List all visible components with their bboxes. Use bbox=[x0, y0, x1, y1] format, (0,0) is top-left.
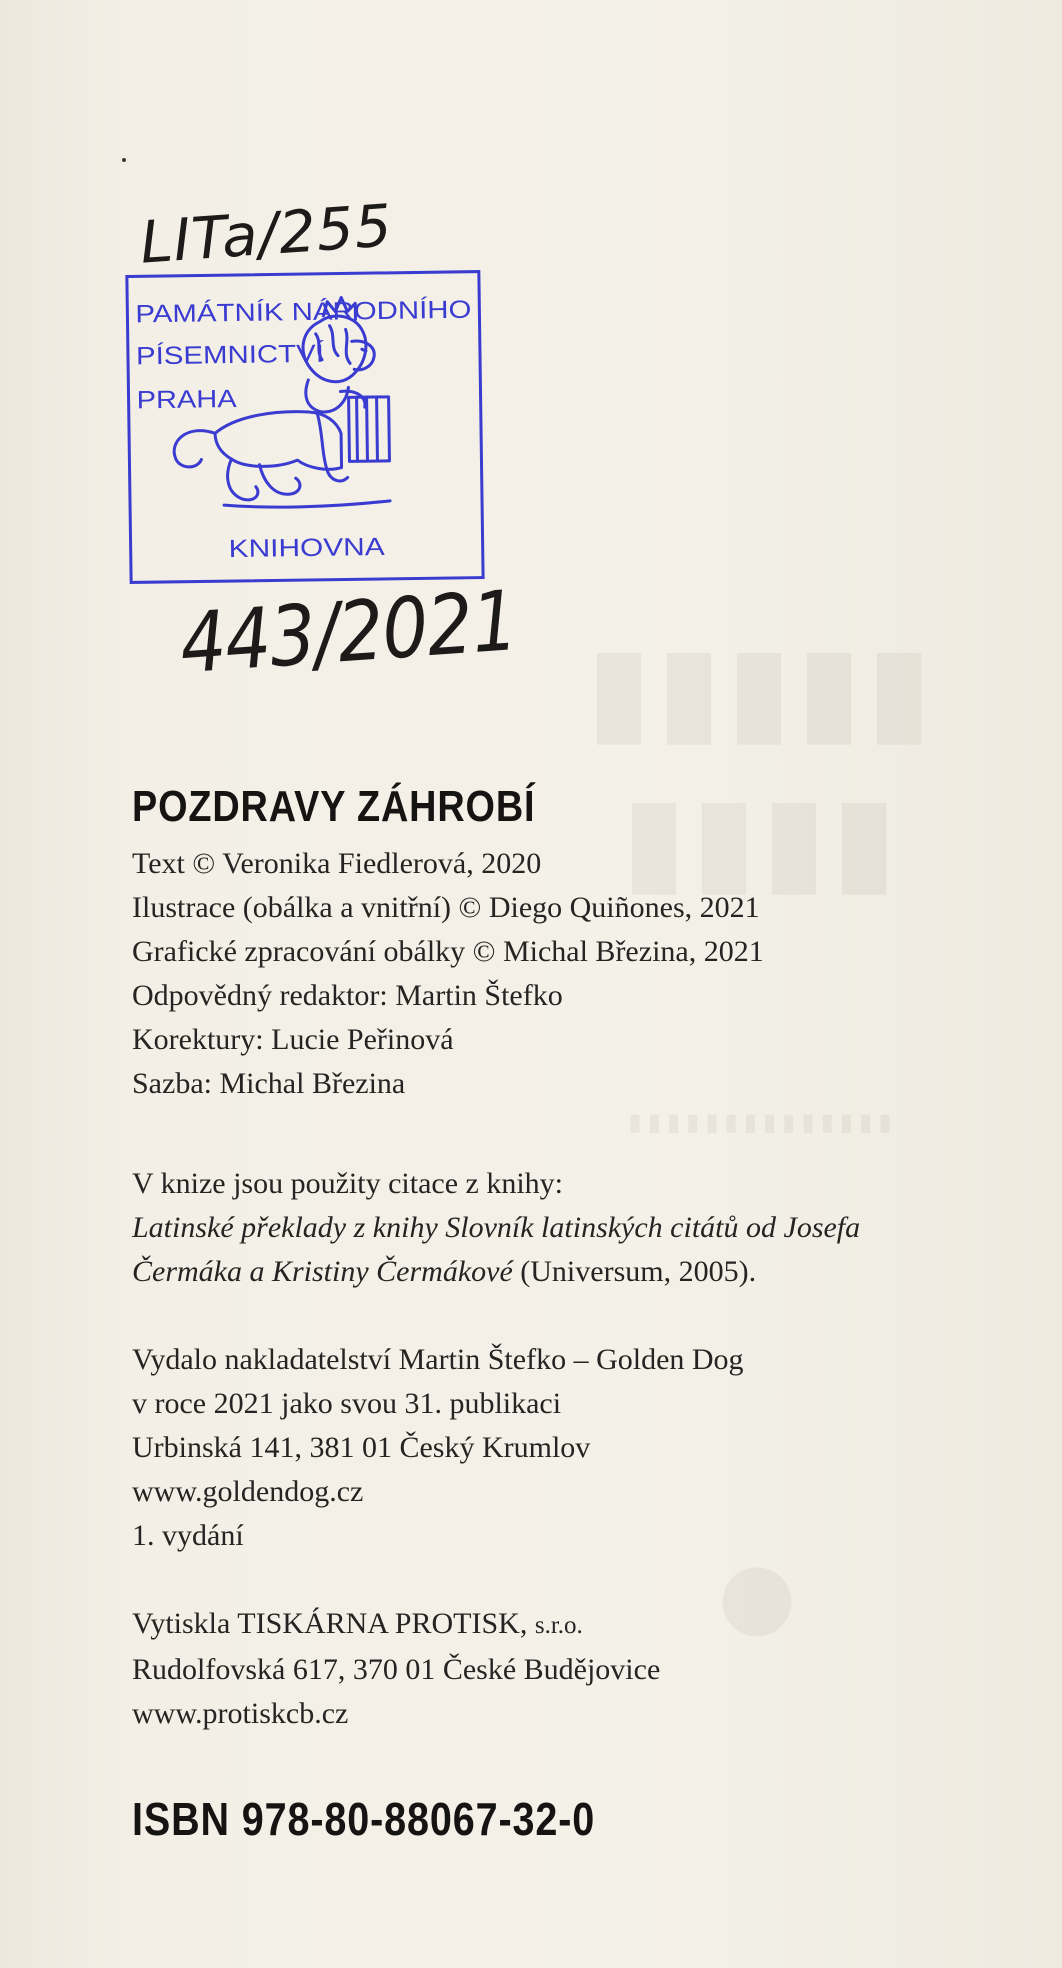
printer-name-main: Vytiskla TISKÁRNA PROTISK, bbox=[132, 1607, 535, 1640]
publisher-address: Urbinská 141, 381 01 Český Krumlov bbox=[132, 1431, 591, 1464]
credit-text: Text © Veronika Fiedlerová, 2020 bbox=[132, 847, 542, 880]
handwritten-call-number: LITa/255 bbox=[137, 191, 395, 277]
ink-dot bbox=[122, 158, 126, 162]
printer-name-suffix: s.r.o. bbox=[534, 1612, 583, 1639]
citation-italic-2: Čermáka a Kristiny Čermákové bbox=[132, 1255, 513, 1288]
show-through-mark: ● bbox=[708, 1502, 806, 1681]
stamp-line-3: PRAHA bbox=[136, 385, 223, 415]
stamp-line-1: PAMÁTNÍK NÁRODNÍHO bbox=[135, 296, 422, 329]
citation-publisher: (Universum, 2005). bbox=[512, 1255, 757, 1288]
edition: 1. vydání bbox=[132, 1519, 244, 1552]
library-stamp bbox=[125, 270, 487, 587]
citation-source-line-2 bbox=[132, 1250, 860, 1294]
show-through-mark: ▮▮▮▮▮ bbox=[581, 622, 933, 756]
printer-address: Rudolfovská 617, 370 01 České Budějovice bbox=[132, 1653, 661, 1686]
citation-italic-1: Latinské překlady z knihy Slovník latinských citátů od Josefa bbox=[132, 1211, 861, 1244]
publisher-name: Vydalo nakladatelství Martin Štefko – Golden Dog bbox=[132, 1343, 744, 1376]
book-title: POZDRAVY ZÁHROBÍ bbox=[132, 782, 536, 831]
printer-block bbox=[132, 1602, 660, 1736]
publisher-website: www.goldendog.cz bbox=[132, 1475, 364, 1508]
stamp-line-2: PÍSEMNICTVÍ bbox=[135, 340, 296, 371]
handwritten-accession-number: 443/2021 bbox=[177, 572, 520, 692]
publication-number: v roce 2021 jako svou 31. publikaci bbox=[132, 1387, 562, 1420]
isbn: ISBN 978-80-88067-32-0 bbox=[132, 1793, 596, 1845]
printer-name bbox=[132, 1602, 660, 1648]
citation-source-line-1 bbox=[132, 1206, 860, 1250]
credits-block bbox=[132, 842, 764, 1106]
show-through-mark: ▮▮▮▮ bbox=[616, 772, 898, 906]
citation-block bbox=[132, 1162, 860, 1294]
publisher-block bbox=[132, 1338, 744, 1558]
credit-illustration: Ilustrace (obálka a vnitřní) © Diego Quiñones, 2021 bbox=[132, 891, 760, 924]
stamp-bottom-label: KNIHOVNA bbox=[228, 533, 360, 564]
printer-website: www.protiskcb.cz bbox=[132, 1697, 349, 1730]
show-through-mark: ▮▮▮▮▮▮▮▮▮▮▮▮▮▮ bbox=[622, 1109, 892, 1136]
credit-editor: Odpovědný redaktor: Martin Štefko bbox=[132, 979, 563, 1012]
credit-typesetting: Sazba: Michal Březina bbox=[132, 1067, 406, 1100]
credit-cover-design: Grafické zpracování obálky © Michal Březina, 2021 bbox=[132, 935, 764, 968]
citation-intro: V knize jsou použity citace z knihy: bbox=[132, 1167, 564, 1200]
credit-proofreading: Korektury: Lucie Peřinová bbox=[132, 1023, 454, 1056]
